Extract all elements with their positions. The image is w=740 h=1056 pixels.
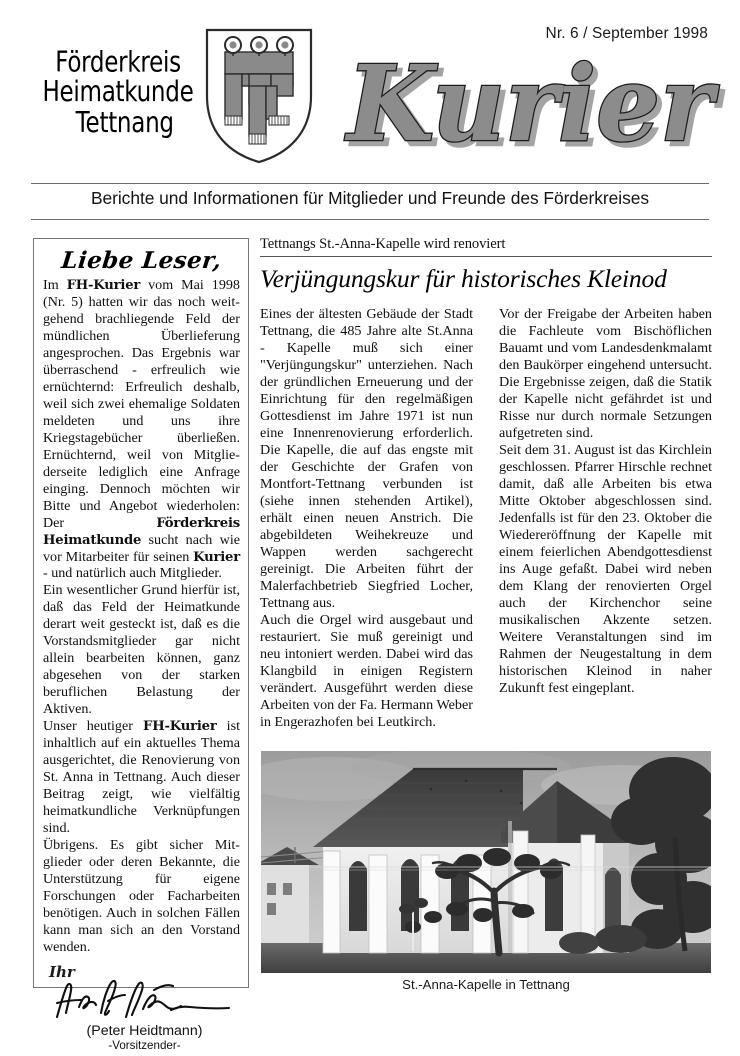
editorial-paragraph-2: Ein wesentlicher Grund hierfür ist, daß das Feld der Heimatkunde derart weit gesteckt ist, daß es die Vorstandsmitglieder gar nicht allein bearbeiten können, ganz abgesehen von der starken beruflichen Belastung der Aktiven. bbox=[43, 582, 240, 718]
editorial-box bbox=[33, 238, 249, 1052]
article-column-left bbox=[260, 306, 473, 731]
org-line-3: Tettnang bbox=[75, 105, 174, 139]
photo-caption: St.-Anna-Kapelle in Tettnang bbox=[402, 977, 570, 992]
article-paragraph: Eines der ältesten Gebäude der Stadt Tettnang, die 485 Jahre alte St.Anna - Kapelle muß sich einer "Verjüngungskur" unterziehen. Nach der gründlichen Erneuerung und der Einrichtung für den regelmäßigen Gottesdienst im Jahre 1971 ist nun eine Innenrenovierung erforderlich. Die Kapelle, die auf das engste mit der Geschichte der Grafen von Montfort-Tettnang verbunden ist (siehe innen stehenden Artikel), erhält einen neuen Anstrich. Die abgebildeten Weihekreuze und Wappen werden sachgerecht gereinigt. Die Arbeiten führt der Malerfachbetrieb Siegfried Locher, Tettnang aus. bbox=[260, 306, 473, 612]
masthead bbox=[0, 0, 740, 208]
signer-name: (Peter Heidtmann) bbox=[86, 1022, 203, 1039]
organization-name bbox=[34, 45, 202, 139]
article-photo-block bbox=[261, 751, 711, 992]
handwritten-signature-icon bbox=[51, 977, 241, 1021]
header-rule-top bbox=[31, 183, 709, 184]
org-line-2: Heimatkunde bbox=[42, 75, 194, 109]
coat-of-arms-icon bbox=[201, 26, 317, 166]
article-paragraph: Seit dem 31. August ist das Kirchlein geschlossen. Pfarrer Hirschle rechnet damit, daß alle Arbeiten bis etwa Mitte Oktober abgeschlossen sind. Jedenfalls ist für den 23. Oktober die Wiedereröffnung der Kapelle mit einem feierlichen Abendgottesdienst ins Auge gefaßt. Dabei wird neben dem Klang der renovierten Orgel auch der Kirchenchor seine musikalischen Akzente setzen. Weitere Veranstaltungen sind im Rahmen der Neugestaltung in dem historischen Kleinod in naher Zukunft fest eingeplant. bbox=[499, 442, 712, 697]
article-paragraph: Vor der Freigabe der Arbeiten haben die Fachleute vom Bischöflichen Bauamt und vom Landesdenkmalamt den Baukörper eingehend untersucht. Die Ergebnisse zeigen, daß die Statik der Kapelle nicht gefährdet ist und Risse nur durch normale Setzungen aufgetreten sind. bbox=[499, 306, 712, 442]
chapel-photograph bbox=[261, 751, 711, 973]
editorial-title: Liebe Leser, bbox=[60, 247, 223, 274]
editorial-paragraph-3: Unser heutiger FH-Kurier ist inhaltlich auf ein aktuelles Thema ausgerichtet, die Renovierung von St. Anna in Tettnang. Auch dieser Beitrag zeigt, wie vielfältig heimatkundliche Verknüpfungen sind. bbox=[43, 718, 241, 836]
signature-block bbox=[43, 963, 240, 1052]
issue-number: Nr. 6 / September 1998 bbox=[545, 25, 708, 42]
article-paragraph: Auch die Orgel wird ausgebaut und restauriert. Sie muß gereinigt und neu intoniert werden. Dabei wird das Klangbild in einigen Registern verändert. Ausgeführt werden diese Arbeiten von der Fa. Hermann Weber in Engerazhofen bei Leutkirch. bbox=[260, 612, 473, 731]
editorial-paragraph-4: Übrigens. Es gibt sicher Mitglieder oder deren Bekannte, die Unterstützung für eigene Forschungen oder Facharbeiten benötigen. Auch in solchen Fällen kann man sich an den Vorstand wenden. bbox=[43, 836, 240, 955]
article-kicker: Tettnangs St.-Anna-Kapelle wird renoviert bbox=[260, 236, 712, 257]
tagline: Berichte und Informationen für Mitglieder und Freunde des Förderkreises bbox=[90, 188, 650, 208]
org-line-1: Förderkreis bbox=[55, 45, 181, 79]
signer-role: -Vorsitzender- bbox=[108, 1038, 181, 1052]
editorial-paragraph-1: Im FH-Kurier vom Mai 1998 (Nr. 5) hatten wir das noch weitgehend brachliegende Feld der mündlichen Überlieferung angesprochen. Das Ergebnis war überraschend - erfreulich wie ernüchternd: Erfreulich deshalb, weil sich zwei ehemalige Soldaten meldeten und uns ihre Kriegstagebücher überließen. Ernüchternd, weil von Mitgliederseite lediglich eine Anfrage einging. Dennoch möchten wir Bitte und Angebot wiederholen: Der Förderkreis Heimatkunde sucht nach wie vor Mitarbeiter für seinen Kurier - und natürlich auch Mitglieder. bbox=[43, 277, 240, 582]
article-headline: Verjüngungskur für historisches Kleinod bbox=[260, 264, 667, 293]
article-columns bbox=[260, 306, 712, 736]
article-header bbox=[260, 236, 712, 294]
svg-text:Kurier: Kurier bbox=[344, 42, 720, 165]
header-rule-bottom bbox=[31, 219, 709, 220]
article-column-right bbox=[499, 306, 712, 697]
kurier-wordmark bbox=[344, 42, 720, 165]
signoff-word: Ihr bbox=[49, 962, 75, 981]
